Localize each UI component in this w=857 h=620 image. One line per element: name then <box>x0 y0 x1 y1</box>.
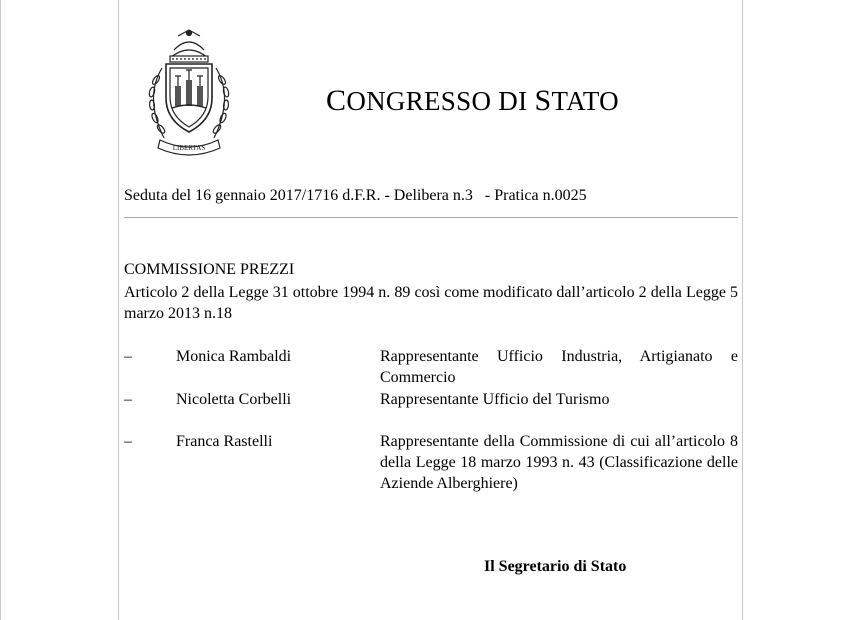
member-row <box>124 346 738 388</box>
member-name: Franca Rastelli <box>176 433 273 450</box>
page-left-edge <box>118 0 119 620</box>
commission-heading: COMMISSIONE PREZZI <box>124 261 295 278</box>
member-role: Rappresentante della Commissione di cui all’articolo 8 della Legge 18 marzo 1993 n. 43 (Classificazione delle Aziende Alberghiere) <box>380 433 738 492</box>
header-divider <box>124 217 738 218</box>
title-letters: ONGRESSO DI <box>346 86 535 116</box>
member-dash: – <box>124 433 132 450</box>
member-dash: – <box>124 391 132 408</box>
page-right-edge <box>742 0 743 620</box>
title-letters: TATO <box>551 86 619 116</box>
title-capital-letter: C <box>326 84 347 117</box>
window-left-edge <box>0 0 1 620</box>
member-row <box>124 431 738 494</box>
san-marino-coat-of-arms-icon <box>134 28 244 160</box>
member-role: Rappresentante Ufficio Industria, Artigianato e Commercio <box>380 348 738 386</box>
session-line: Seduta del 16 gennaio 2017/1716 d.F.R. - Delibera n.3 - Pratica n.0025 <box>124 187 587 204</box>
emblem-motto: LIBERTAS <box>172 144 206 152</box>
title-capital-letter: S <box>534 84 552 117</box>
member-name: Nicoletta Corbelli <box>176 391 292 408</box>
document-title <box>326 84 619 118</box>
signature-line: Il Segretario di Stato <box>484 558 627 575</box>
member-dash: – <box>124 348 132 365</box>
member-row <box>124 389 738 410</box>
member-role: Rappresentante Ufficio del Turismo <box>380 391 610 408</box>
commission-reference: Articolo 2 della Legge 31 ottobre 1994 n. 89 così come modificato dall’articolo 2 della Legge 5 marzo 2013 n.18 <box>124 284 738 322</box>
member-name: Monica Rambaldi <box>176 348 292 365</box>
